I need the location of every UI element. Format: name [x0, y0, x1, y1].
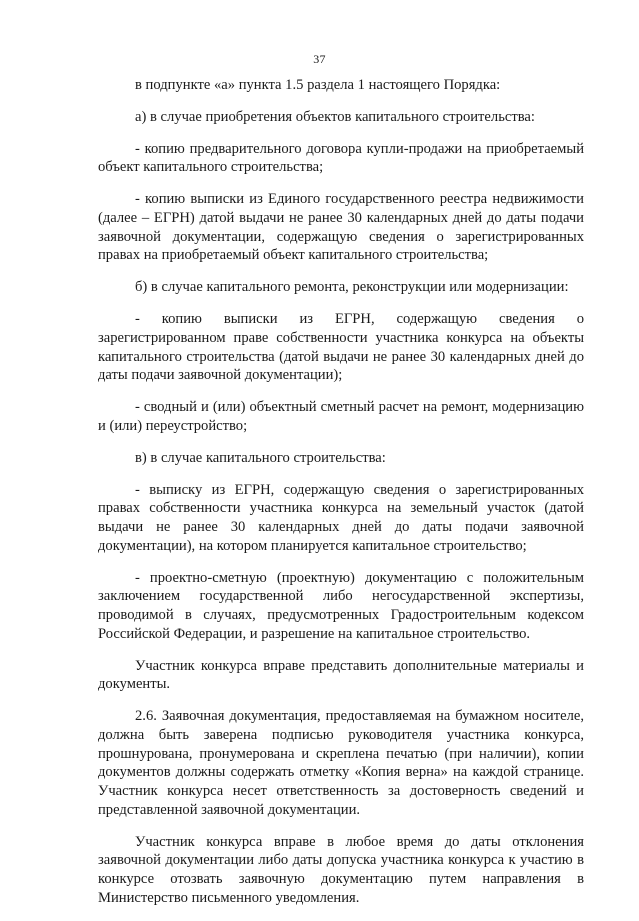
paragraph-estimate: - сводный и (или) объектный сметный расчет на ремонт, модернизацию и (или) переустройство;: [98, 399, 584, 434]
paragraph-section-2-6: 2.6. Заявочная документация, предоставляемая на бумажном носителе, должна быть заверена подписью руководителя участника конкурса, прошнурована, пронумерована и скреплена печатью (при наличии), копии документов должны содержать отметку «Копия верна» на каждой странице. Участник конкурса несет ответственность за достоверность сведений и представленной заявочной документации.: [98, 708, 584, 818]
document-body: [98, 76, 584, 921]
paragraph-intro: в подпункте «а» пункта 1.5 раздела 1 настоящего Порядка:: [135, 77, 501, 93]
paragraph-withdrawal: Участник конкурса вправе в любое время до даты отклонения заявочной документации либо даты допуска участника конкурса к участию в конкурсе отозвать заявочную документацию путем направления в Министерство письменного уведомления.: [98, 833, 584, 906]
paragraph-additional-materials: Участник конкурса вправе представить дополнительные материалы и документы.: [98, 657, 584, 693]
paragraph-case-c: в) в случае капитального строительства:: [135, 449, 386, 466]
paragraph-egrn-land: - выписку из ЕГРН, содержащую сведения о зарегистрированных правах собственности участника конкурса на земельный участок (датой выдачи не ранее 30 календарных дней до даты подачи заявочной документации), на котором планируется капитальное строительство;: [98, 481, 584, 554]
paragraph-case-a: а) в случае приобретения объектов капитального строительства:: [135, 108, 535, 125]
paragraph-egrn-ownership: - копию выписки из ЕГРН, содержащую сведения о зарегистрированном праве собственности участника конкурса на объекты капитального строительства (датой выдачи не ранее 30 календарных дней до даты подачи заявочной документации);: [98, 311, 584, 384]
paragraph-preliminary-contract: - копию предварительного договора купли-продажи на приобретаемый объект капитального строительства;: [98, 140, 584, 176]
paragraph-egrn-extract: - копию выписки из Единого государственного реестра недвижимости (далее – ЕГРН) датой выдачи не ранее 30 календарных дней до даты подачи заявочной документации, содержащую сведения о зарегистрированных правах на приобретаемый объект капитального строительства;: [98, 191, 584, 264]
paragraph-project-docs: - проектно-сметную (проектную) документацию с положительным заключением государственной либо негосударственной экспертизы, проводимой в случаях, предусмотренных Градостроительным кодексом Российской Федерации, и разрешение на капитальное строительство.: [98, 569, 584, 642]
page-number: 37: [313, 52, 326, 66]
paragraph-case-b: б) в случае капитального ремонта, реконструкции или модернизации:: [135, 279, 569, 296]
